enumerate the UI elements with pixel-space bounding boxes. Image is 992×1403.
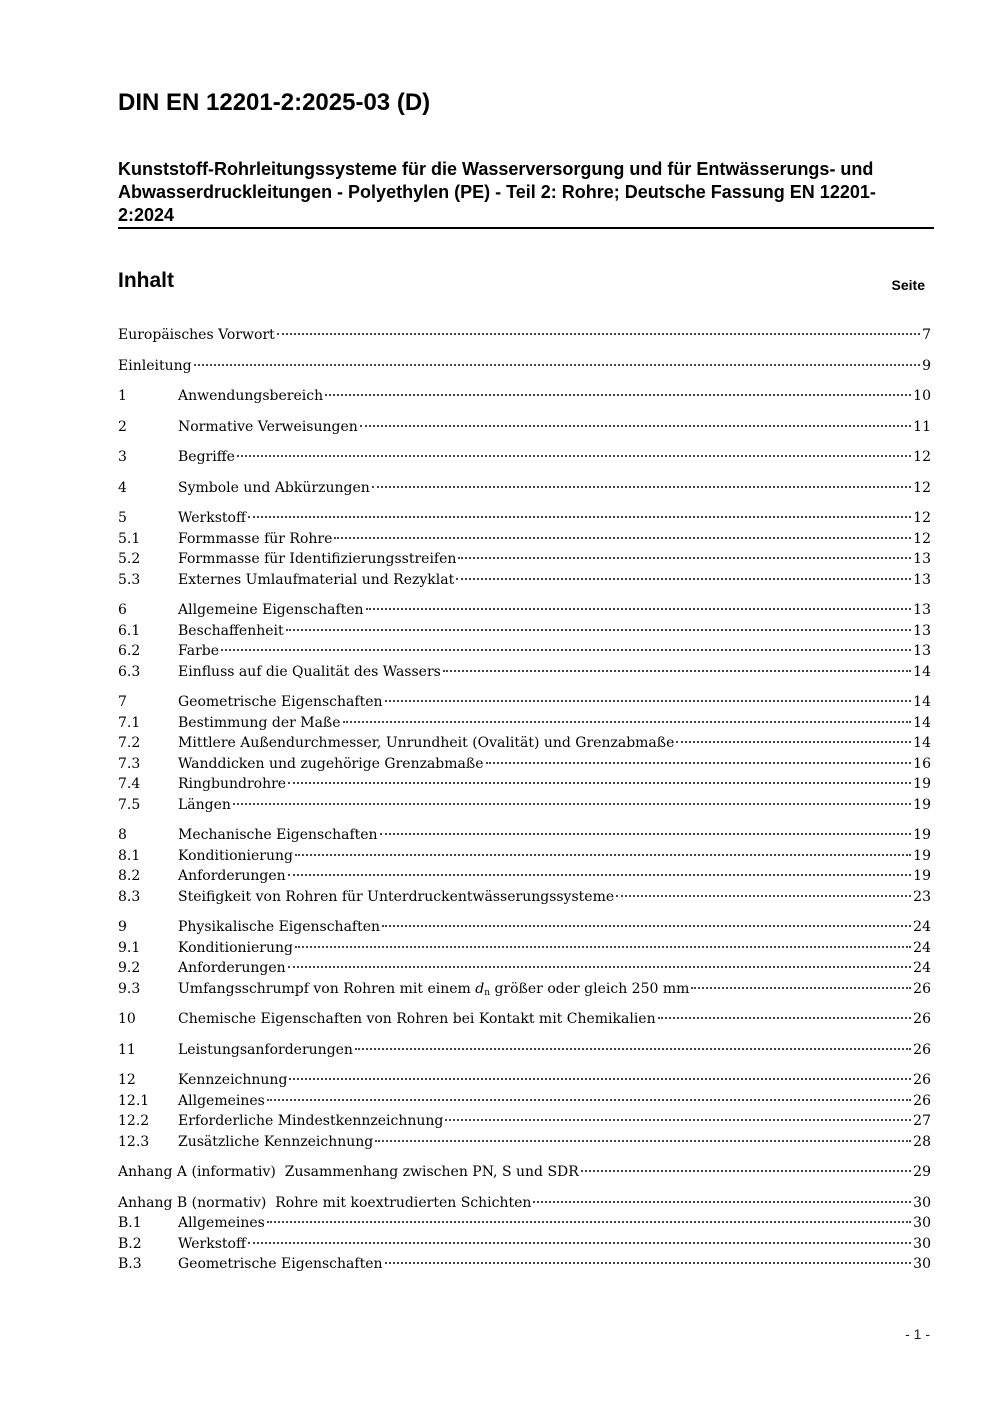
toc-entry-page: 12 — [913, 510, 931, 526]
toc-entry[interactable] — [118, 754, 931, 775]
toc-entry-title: Geometrische Eigenschaften — [178, 694, 383, 710]
toc-entry-number: B.2 — [118, 1235, 142, 1252]
toc-entry[interactable] — [118, 733, 931, 754]
toc-entry-number: B.1 — [118, 1215, 142, 1231]
toc-entry-number: 10 — [118, 1011, 136, 1027]
toc-entry-page: 13 — [913, 602, 931, 618]
toc-entry[interactable] — [118, 600, 931, 621]
toc-entry-page: 30 — [913, 1194, 931, 1211]
toc-entry-title: Zusätzliche Kennzeichnung — [178, 1133, 374, 1150]
toc-entry-number: 6.2 — [118, 643, 141, 659]
toc-entry-title: Bestimmung der Maße — [178, 714, 341, 731]
toc-entry[interactable] — [118, 508, 931, 529]
toc-entry-title: Allgemeine Eigenschaften — [178, 602, 364, 618]
toc-entry-title: Erforderliche Mindestkennzeichnung — [178, 1113, 444, 1129]
dot-leader — [375, 1140, 911, 1142]
toc-entry[interactable] — [118, 1040, 931, 1061]
toc-entry[interactable] — [118, 1193, 931, 1214]
toc-entry-page: 14 — [913, 694, 931, 710]
toc-entry[interactable] — [118, 447, 931, 468]
toc-entry[interactable] — [118, 713, 931, 734]
toc-entry-number: 12.3 — [118, 1133, 150, 1150]
toc-entry[interactable] — [118, 325, 931, 346]
toc-entry-title: Mittlere Außendurchmesser, Unrundheit (Ovalität) und Grenzabmaße — [178, 735, 675, 751]
dot-leader — [289, 1078, 911, 1080]
toc-entry-page: 11 — [913, 418, 931, 435]
toc-entry-title: Symbole und Abkürzungen — [178, 479, 370, 496]
dot-leader — [581, 1170, 911, 1172]
toc-entry[interactable] — [118, 1234, 931, 1255]
toc-entry[interactable] — [118, 356, 931, 377]
toc-entry[interactable] — [118, 825, 931, 846]
toc-entry-title: Europäisches Vorwort — [118, 327, 275, 343]
toc-entry-page: 29 — [913, 1164, 931, 1180]
toc-entry-number: 5.3 — [118, 571, 141, 588]
document-title: Kunststoff-Rohrleitungssysteme für die Wasserversorgung und für Entwässerungs- und Abwasserdruckleitungen - Polyethylen (PE) - Teil 2: Rohre; Deutsche Fassung EN 12201-2:2024 — [118, 159, 876, 225]
toc-entry-page: 19 — [913, 827, 931, 843]
dot-leader — [486, 762, 912, 764]
toc-entry-number: 1 — [118, 388, 127, 404]
toc-entry[interactable] — [118, 1009, 931, 1030]
toc-entry[interactable] — [118, 1213, 931, 1234]
dot-leader — [456, 578, 911, 580]
toc-entry-title: Kennzeichnung — [178, 1072, 288, 1088]
dot-leader — [445, 1119, 911, 1121]
toc-entry-number: 12.1 — [118, 1092, 150, 1109]
toc-entry-title: Geometrische Eigenschaften — [178, 1256, 383, 1272]
toc-entry[interactable] — [118, 1091, 931, 1112]
toc-entry-page: 10 — [913, 388, 931, 404]
toc-entry-number: 5 — [118, 510, 127, 526]
toc-entry-number: 5.2 — [118, 551, 141, 567]
toc-entry[interactable] — [118, 1254, 931, 1275]
toc-entry-number: 9 — [118, 919, 127, 935]
toc-entry-title: Konditionierung — [178, 847, 293, 864]
toc-entry[interactable] — [118, 641, 931, 662]
toc-entry-title: Steifigkeit von Rohren für Unterdruckentwässerungssysteme — [178, 888, 615, 905]
dot-leader — [295, 946, 911, 948]
toc-entry-title: Werkstoff — [178, 1235, 246, 1252]
toc-entry-page: 12 — [913, 530, 931, 547]
toc-entry-title: Farbe — [178, 643, 220, 659]
toc-entry-page: 26 — [913, 1011, 931, 1027]
toc-entry-page: 14 — [913, 663, 931, 680]
dot-leader — [372, 486, 911, 488]
diameter-symbol: d — [475, 980, 485, 997]
toc-entry-page: 19 — [913, 868, 931, 884]
toc-entry-page: 12 — [913, 449, 931, 465]
dot-leader — [288, 966, 912, 968]
toc-entry-number: 8 — [118, 827, 127, 843]
toc-entry-number: 7.2 — [118, 735, 141, 751]
toc-entry-page: 13 — [913, 551, 931, 567]
dot-leader — [237, 455, 911, 457]
toc-entry-page: 30 — [913, 1235, 931, 1252]
toc-entry-title: Anforderungen — [178, 868, 286, 884]
toc-entry-title: Anhang A (informativ) Zusammenhang zwischen PN, S und SDR — [118, 1164, 579, 1180]
toc-entry-title: Anwendungsbereich — [178, 388, 324, 404]
dot-leader — [443, 670, 911, 672]
toc-entry-number: 6.3 — [118, 663, 141, 680]
page-column-label: Seite — [891, 277, 925, 293]
toc-entry-title: Beschaffenheit — [178, 622, 284, 639]
dot-leader — [385, 700, 912, 702]
toc-entry[interactable] — [118, 662, 931, 683]
toc-entry[interactable] — [118, 549, 931, 570]
dot-leader — [676, 741, 911, 743]
dot-leader — [286, 629, 912, 631]
toc-entry-number: 7 — [118, 694, 127, 710]
dot-leader — [277, 333, 920, 335]
toc-entry-title: Normative Verweisungen — [178, 418, 358, 435]
dot-leader — [458, 557, 911, 559]
title-divider — [118, 227, 934, 229]
toc-entry-title: Mechanische Eigenschaften — [178, 827, 378, 843]
toc-entry-page: 27 — [913, 1113, 931, 1129]
dot-leader — [658, 1017, 912, 1019]
toc-entry[interactable] — [118, 795, 931, 816]
toc-entry[interactable] — [118, 846, 931, 867]
toc-entry[interactable] — [118, 958, 931, 979]
toc-entry-number: 11 — [118, 1041, 136, 1058]
toc-entry-title: Ringbundrohre — [178, 776, 287, 792]
dot-leader — [385, 1262, 912, 1264]
toc-entry-page: 16 — [913, 755, 931, 772]
document-id: DIN EN 12201-2:2025-03 (D) — [118, 89, 431, 116]
toc-entry-page: 26 — [913, 1092, 931, 1109]
toc-entry-page: 13 — [913, 622, 931, 639]
toc-entry-number: 7.4 — [118, 776, 141, 792]
toc-entry-page: 24 — [913, 939, 931, 956]
toc-entry[interactable] — [118, 938, 931, 959]
toc-entry-number: 9.2 — [118, 960, 141, 976]
toc-entry-number: 9.3 — [118, 980, 141, 997]
toc-entry-number: 3 — [118, 449, 127, 465]
toc-entry[interactable] — [118, 621, 931, 642]
toc-entry-number: 9.1 — [118, 939, 141, 956]
toc-entry-number: 7.3 — [118, 755, 141, 772]
dot-leader — [194, 364, 921, 366]
dot-leader — [295, 854, 911, 856]
toc-entry-title-part: Umfangsschrumpf von Rohren mit einem — [178, 980, 476, 997]
toc-entry-page: 14 — [913, 735, 931, 751]
toc-entry[interactable] — [118, 570, 931, 591]
dot-leader — [691, 987, 911, 989]
dot-leader — [533, 1201, 911, 1203]
toc-entry-page: 13 — [913, 571, 931, 588]
toc-entry-number: 8.3 — [118, 888, 141, 905]
toc-entry-page: 23 — [913, 888, 931, 905]
toc-entry[interactable] — [118, 478, 931, 499]
toc-entry-title — [178, 979, 689, 1004]
dot-leader — [616, 895, 911, 897]
toc-entry-page: 19 — [913, 796, 931, 813]
toc-entry-page: 26 — [913, 980, 931, 997]
toc-entry-title: Chemische Eigenschaften von Rohren bei Kontakt mit Chemikalien — [178, 1011, 656, 1027]
toc-entry[interactable] — [118, 1162, 931, 1183]
toc-entry-title: Konditionierung — [178, 939, 293, 956]
toc-entry-title: Längen — [178, 796, 231, 813]
toc-entry-title: Begriffe — [178, 449, 235, 465]
toc-entry-title-part: größer oder gleich 250 mm — [490, 980, 690, 997]
toc-entry-page: 19 — [913, 776, 931, 792]
toc-entry-number: B.3 — [118, 1256, 142, 1272]
toc-entry-number: 8.1 — [118, 847, 141, 864]
toc-entry-number: 4 — [118, 479, 127, 496]
dot-leader — [355, 1048, 911, 1050]
toc-entry-page: 24 — [913, 919, 931, 935]
toc-entry-number: 6.1 — [118, 622, 141, 639]
dot-leader — [221, 649, 911, 651]
toc-entry-number: 12 — [118, 1072, 136, 1088]
toc-entry-page: 24 — [913, 960, 931, 976]
toc-entry-number: 5.1 — [118, 530, 141, 547]
dot-leader — [288, 782, 911, 784]
toc-entry[interactable] — [118, 866, 931, 887]
dot-leader — [360, 425, 911, 427]
dot-leader — [366, 608, 912, 610]
toc-entry-title: Werkstoff — [178, 510, 246, 526]
toc-entry-title: Formmasse für Identifizierungsstreifen — [178, 551, 457, 567]
toc-entry-number: 12.2 — [118, 1113, 150, 1129]
toc-entry-page: 7 — [922, 327, 931, 343]
toc-entry-title: Leistungsanforderungen — [178, 1041, 353, 1058]
toc-entry[interactable] — [118, 887, 931, 908]
toc-entry[interactable] — [118, 386, 931, 407]
dot-leader — [334, 537, 911, 539]
dot-leader — [233, 803, 911, 805]
toc-entry-page: 26 — [913, 1072, 931, 1088]
toc-entry-title: Physikalische Eigenschaften — [178, 919, 381, 935]
toc-entry-page: 19 — [913, 847, 931, 864]
toc-entry[interactable] — [118, 1111, 931, 1132]
dot-leader — [288, 874, 912, 876]
toc-entry[interactable] — [118, 417, 931, 438]
dot-leader — [380, 833, 912, 835]
toc-entry-page: 9 — [922, 357, 931, 374]
toc-entry-number: 6 — [118, 602, 127, 618]
toc-entry-title: Einleitung — [118, 357, 192, 374]
diameter-subscript: n — [484, 987, 491, 998]
toc-entry-page: 14 — [913, 714, 931, 731]
toc-entry-page: 13 — [913, 643, 931, 659]
toc-entry[interactable] — [118, 1070, 931, 1091]
dot-leader — [343, 721, 912, 723]
toc-entry-title: Anforderungen — [178, 960, 286, 976]
dot-leader — [267, 1099, 911, 1101]
toc-entry-title: Externes Umlaufmaterial und Rezyklat — [178, 571, 455, 588]
dot-leader — [382, 925, 911, 927]
toc-entry-title: Allgemeines — [178, 1092, 265, 1109]
toc-entry-title: Einfluss auf die Qualität des Wassers — [178, 663, 441, 680]
toc-entry[interactable] — [118, 692, 931, 713]
toc-entry-number: 8.2 — [118, 868, 141, 884]
toc-entry-number: 7.5 — [118, 796, 141, 813]
toc-entry[interactable] — [118, 774, 931, 795]
dot-leader — [248, 516, 911, 518]
toc-entry-number: 2 — [118, 418, 127, 435]
toc-entry-title: Formmasse für Rohre — [178, 530, 333, 547]
dot-leader — [248, 1242, 911, 1244]
toc-entry-page: 26 — [913, 1041, 931, 1058]
toc-entry-title: Wanddicken und zugehörige Grenzabmaße — [178, 755, 484, 772]
page-number: - 1 - — [905, 1326, 930, 1342]
toc-entry-page: 12 — [913, 479, 931, 496]
toc-entry-title: Allgemeines — [178, 1215, 265, 1231]
toc-heading: Inhalt — [118, 269, 174, 292]
dot-leader — [267, 1221, 911, 1223]
toc-entry[interactable] — [118, 979, 931, 1000]
toc-entry-number: 7.1 — [118, 714, 141, 731]
toc-entry[interactable] — [118, 529, 931, 550]
toc-entry[interactable] — [118, 917, 931, 938]
toc-entry-page: 30 — [913, 1256, 931, 1272]
toc-entry-page: 30 — [913, 1215, 931, 1231]
toc-entry[interactable] — [118, 1132, 931, 1153]
toc-entry-page: 28 — [913, 1133, 931, 1150]
dot-leader — [325, 394, 911, 396]
toc-entry-title: Anhang B (normativ) Rohre mit koextrudierten Schichten — [118, 1194, 532, 1211]
table-of-contents — [118, 325, 931, 1275]
